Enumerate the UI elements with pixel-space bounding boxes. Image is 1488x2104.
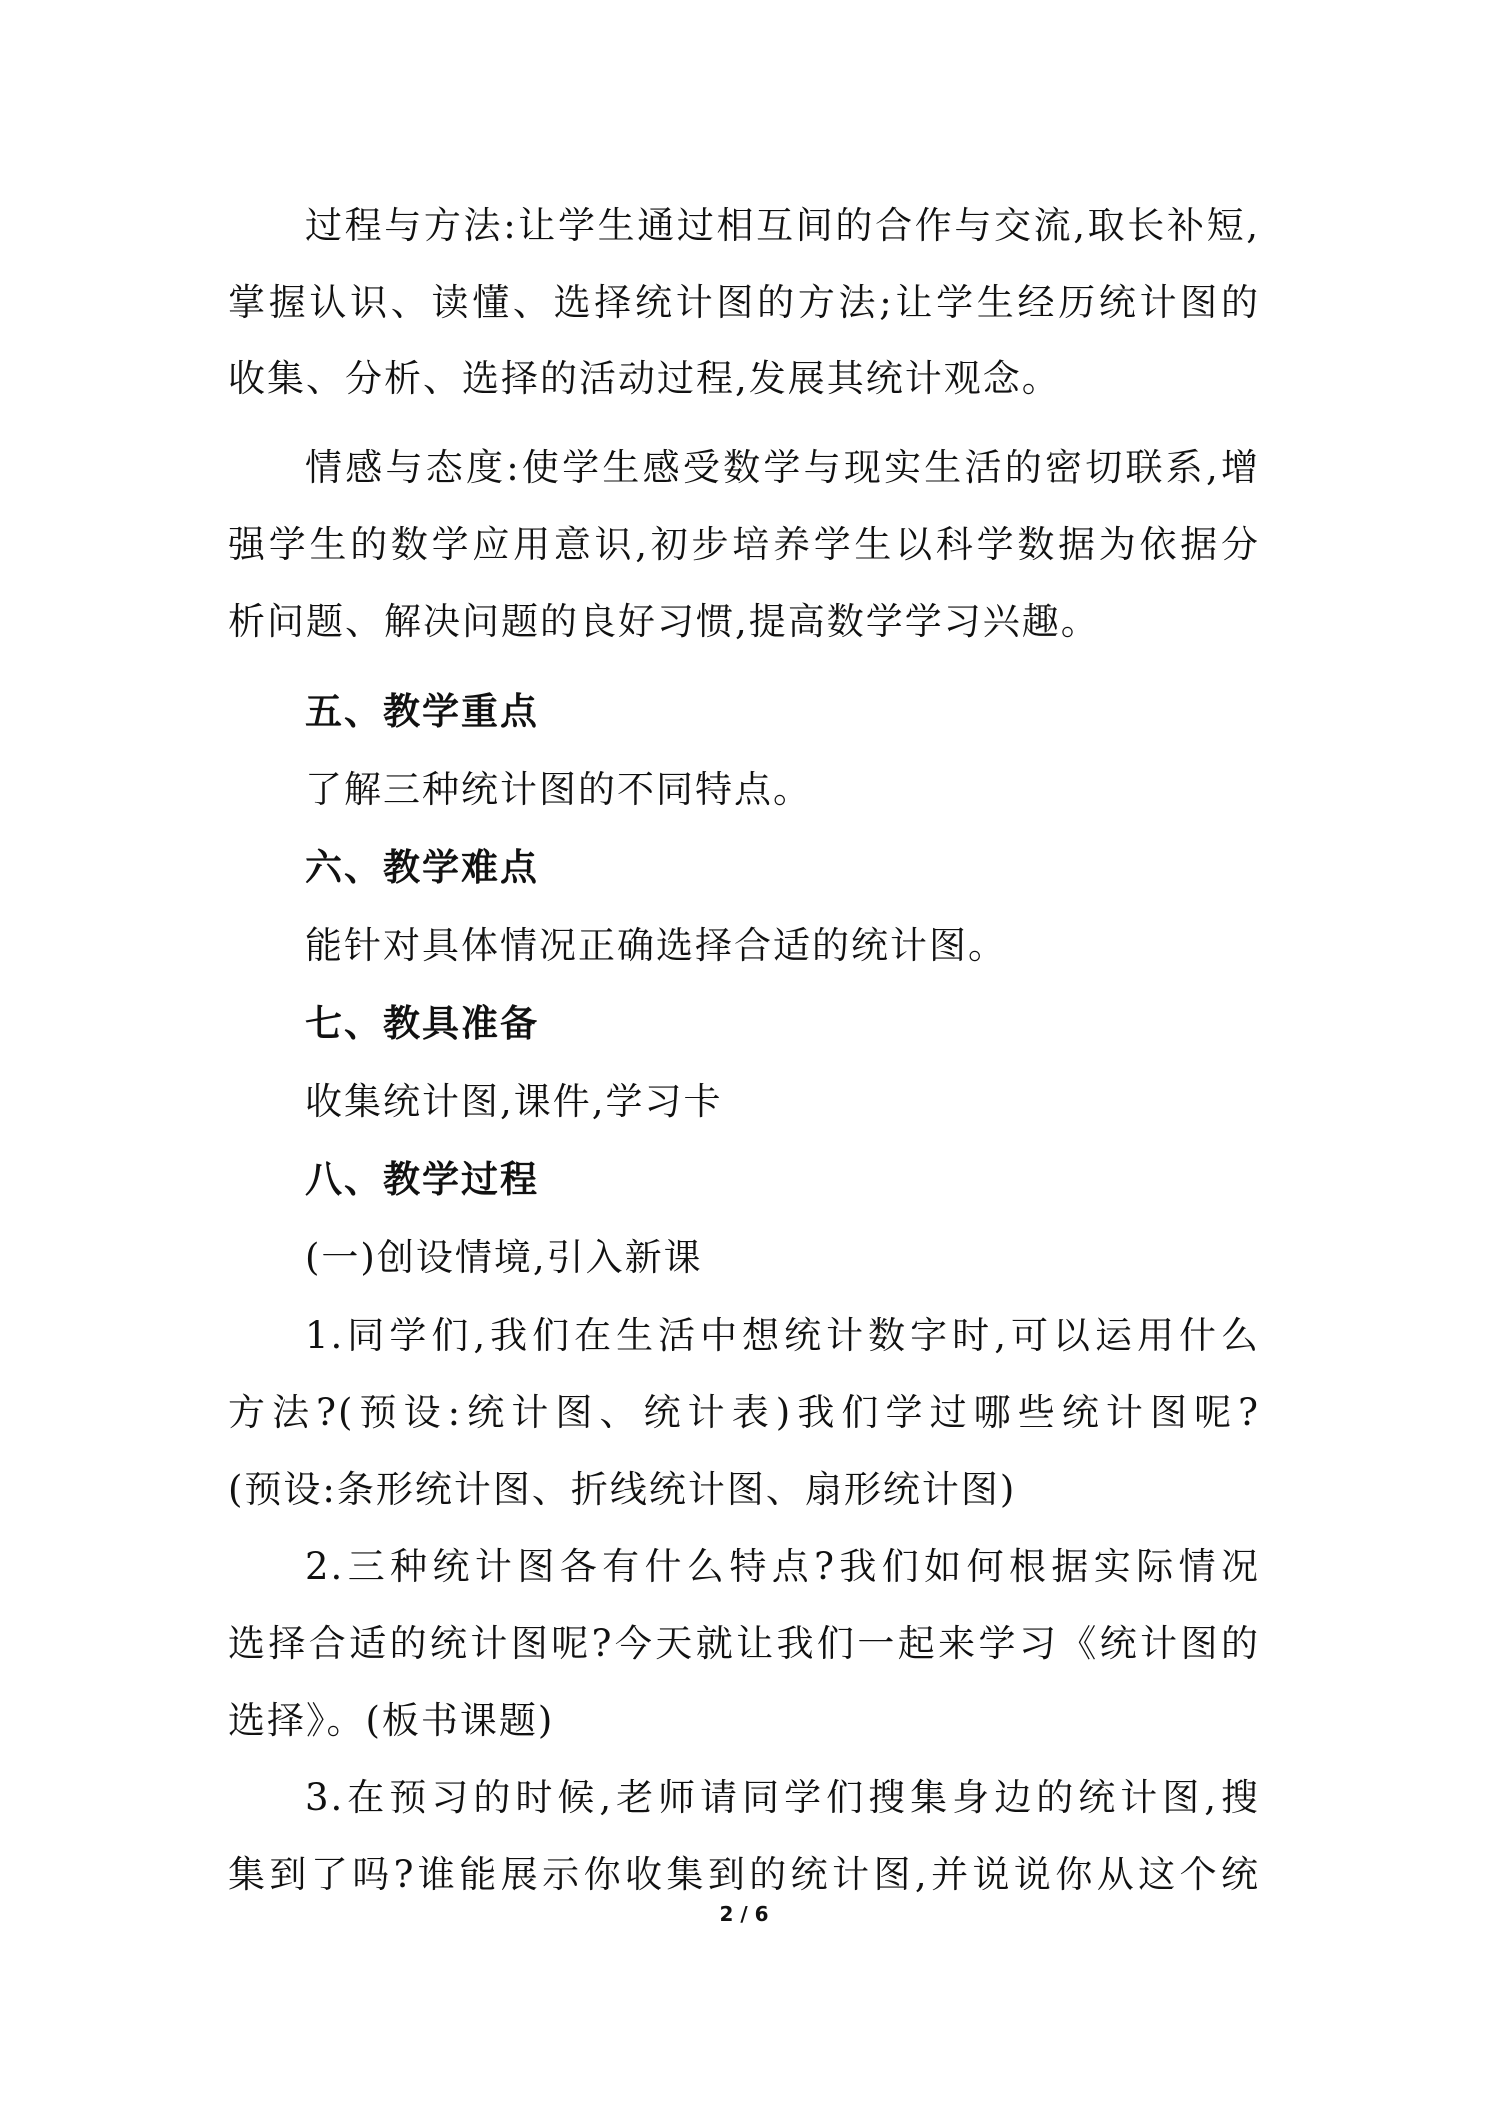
paragraph-line: 掌握认识、读懂、选择统计图的方法;让学生经历统计图的	[228, 281, 1260, 324]
subsection-heading: (一)创设情境,引入新课	[305, 1236, 703, 1279]
section-heading: 七、教具准备	[305, 1002, 539, 1045]
paragraph-line: 情感与态度:使学生感受数学与现实生活的密切联系,增	[305, 446, 1260, 489]
paragraph-line: 了解三种统计图的不同特点。	[305, 768, 812, 811]
paragraph-line: (预设:条形统计图、折线统计图、扇形统计图)	[228, 1468, 1017, 1511]
paragraph-line: 1.同学们,我们在生活中想统计数字时,可以运用什么	[305, 1314, 1260, 1357]
paragraph-line: 选择合适的统计图呢?今天就让我们一起来学习《统计图的	[228, 1622, 1260, 1665]
paragraph-line: 集到了吗?谁能展示你收集到的统计图,并说说你从这个统	[228, 1853, 1260, 1896]
paragraph-line: 析问题、解决问题的良好习惯,提高数学学习兴趣。	[228, 600, 1100, 643]
paragraph-line: 方法?(预设:统计图、统计表)我们学过哪些统计图呢?	[228, 1391, 1260, 1434]
paragraph-line: 收集、分析、选择的活动过程,发展其统计观念。	[228, 357, 1061, 400]
paragraph-line: 2.三种统计图各有什么特点?我们如何根据实际情况	[305, 1545, 1260, 1588]
section-heading: 八、教学过程	[305, 1158, 539, 1201]
paragraph-line: 强学生的数学应用意识,初步培养学生以科学数据为依据分	[228, 523, 1260, 566]
section-heading: 五、教学重点	[305, 690, 539, 733]
paragraph-line: 收集统计图,课件,学习卡	[305, 1080, 723, 1123]
page-number: 2 / 6	[719, 1902, 769, 1926]
paragraph-line: 过程与方法:让学生通过相互间的合作与交流,取长补短,	[305, 204, 1260, 247]
paragraph-line: 选择》。(板书课题)	[228, 1699, 555, 1742]
paragraph-line: 3.在预习的时候,老师请同学们搜集身边的统计图,搜	[305, 1776, 1260, 1819]
section-heading: 六、教学难点	[305, 846, 539, 889]
paragraph-line: 能针对具体情况正确选择合适的统计图。	[305, 924, 1007, 967]
